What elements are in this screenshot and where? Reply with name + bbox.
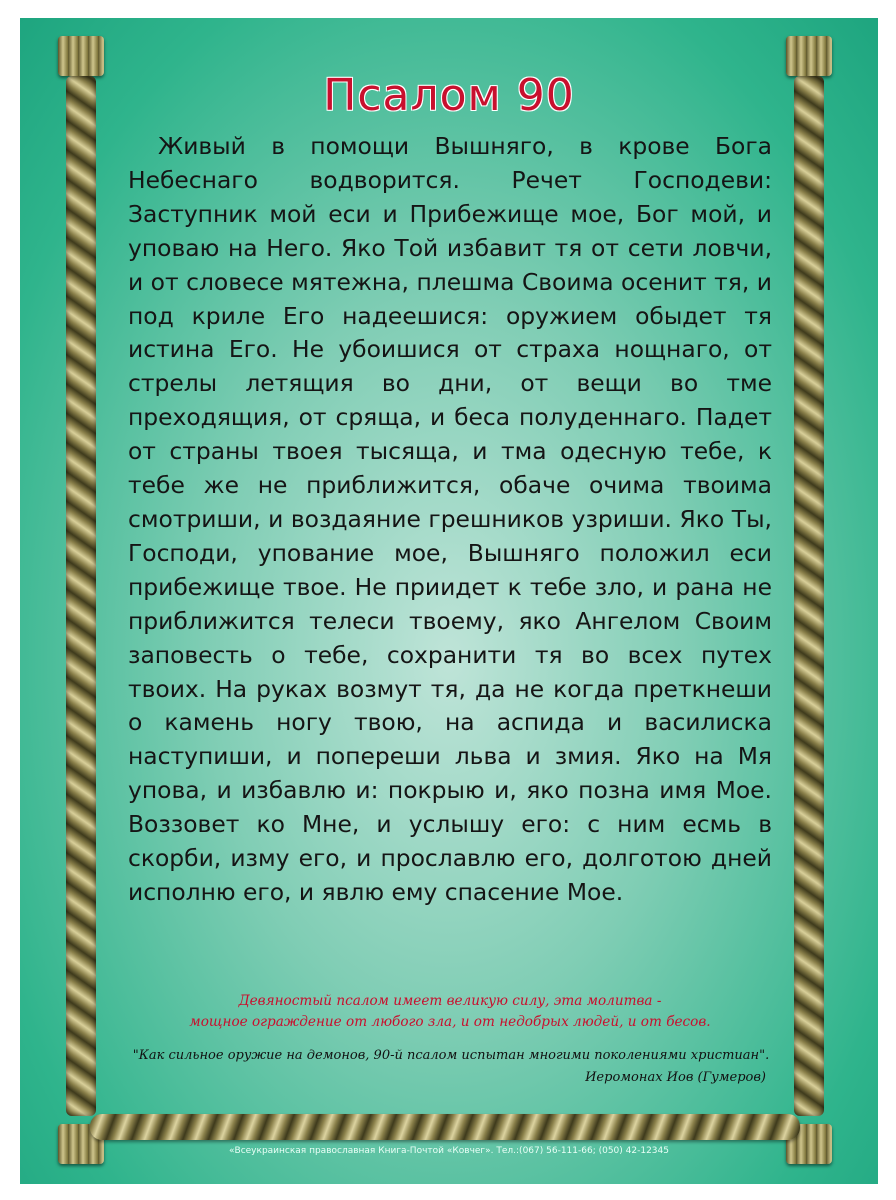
twisted-column-right-icon bbox=[786, 36, 832, 1164]
column-shaft bbox=[794, 76, 824, 1116]
quote-text: "Как сильное оружие на демонов, 90-й псалом испытан многими поколениями христиан". bbox=[132, 1048, 770, 1063]
note-line-1: Девяностый псалом имеет великую силу, эта молитва - bbox=[238, 993, 662, 1009]
publisher-footer: «Всеукраинская православная Книга-Почтой «Ковчег». Тел.:(067) 56-111-66; (050) 42-12345 bbox=[229, 1146, 669, 1156]
column-shaft bbox=[66, 76, 96, 1116]
psalm-note bbox=[128, 991, 772, 1033]
psalm-text: Живый в помощи Вышняго, в крове Бога Небеснаго водворится. Речет Господеви: Заступник мой еси и Прибежище мое, Бог мой, и уповаю на Него. Яко Той избавит тя от сети ловчи, и от словесе мятежна, плешма Своима осенит тя, и под криле Его надеешися: оружием обыдет тя истина Его. Не убоишися от страха нощнаго, от стрелы летящия во дни, от вещи во тме преходящия, от сряща, и беса полуденнаго. Падет от страны твоея тысяща, и тма одесную тебе, к тебе же не приближится, обаче очима твоима смотриши, и воздаяние грешников узриши. Яко Ты, Господи, упование мое, Вышняго положил еси прибежище твое. Не приидет к тебе зло, и рана не приближится телеси твоему, яко Ангелом Своим заповесть о тебе, сохранити тя во всех путех твоих. На руках возмут тя, да не когда преткнеши о камень ногу твою, на аспида и василиска наступиши, и попереши льва и змия. Яко на Мя упова, и избавлю и: покрыю и, яко позна имя Мое. Воззовет ко Мне, и услышу его: с ним есмь в скорби, изму его, и прославлю его, долготою дней исполню его, и явлю ему спасение Мое. bbox=[128, 132, 772, 906]
note-line-2: мощное ограждение от любого зла, и от недобрых людей, и от бесов. bbox=[189, 1014, 711, 1030]
quote-author: Иеромонах Иов (Гумеров) bbox=[585, 1070, 766, 1085]
page-title: Псалом 90 bbox=[323, 70, 575, 121]
twisted-column-left-icon bbox=[58, 36, 104, 1164]
twisted-rope-bottom-icon bbox=[90, 1114, 800, 1140]
psalm-poster bbox=[20, 18, 878, 1184]
